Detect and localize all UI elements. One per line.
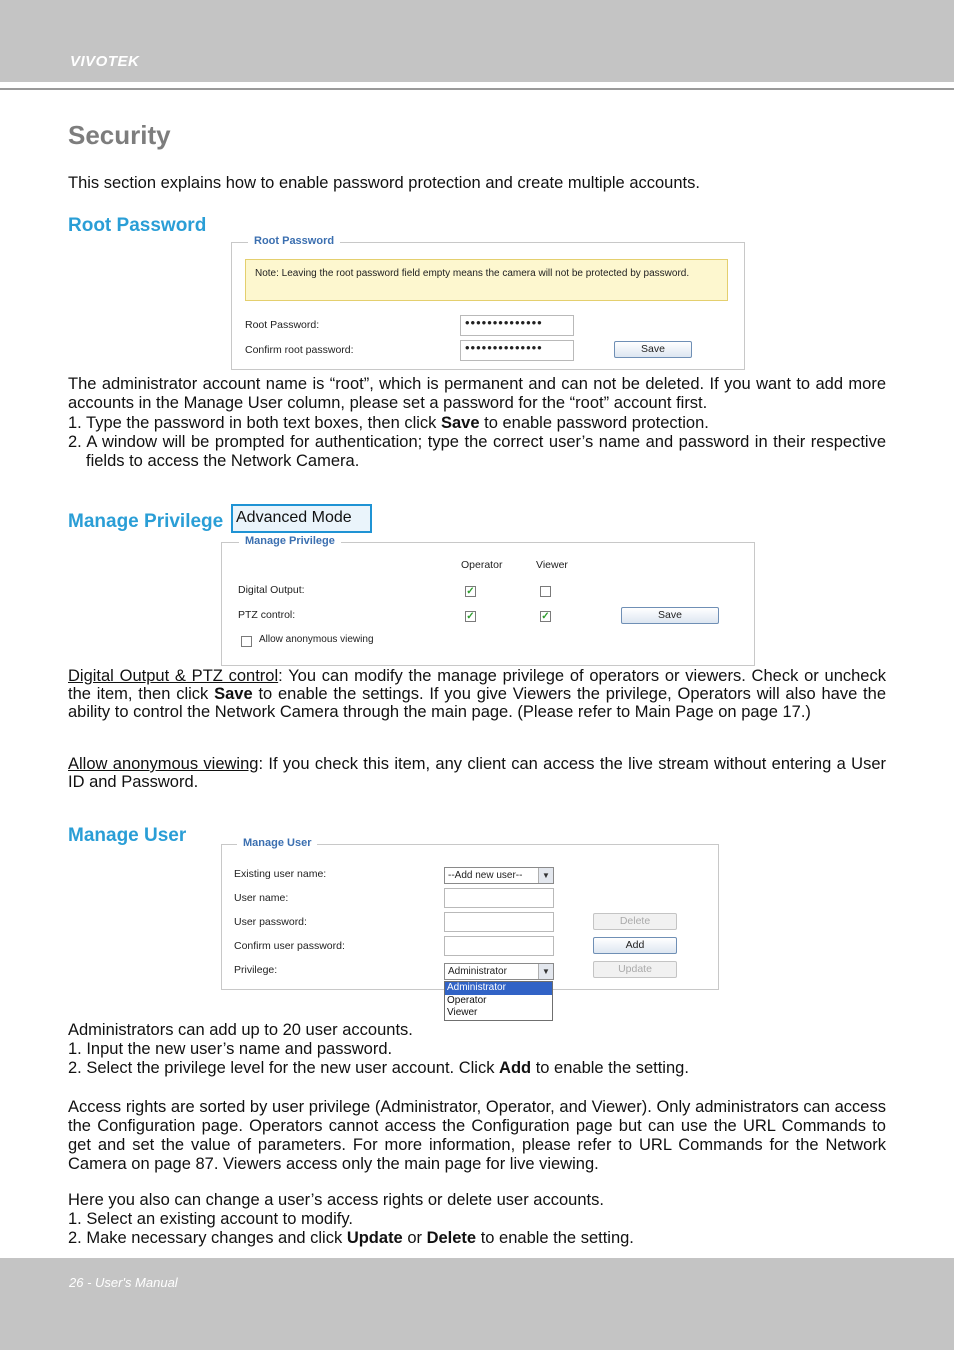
mod-step2-delete: Delete bbox=[426, 1229, 477, 1247]
confirm-root-password-label: Confirm root password: bbox=[245, 344, 354, 356]
digital-ptz-term: Digital Output & PTZ control bbox=[68, 667, 279, 685]
root-password-save-button[interactable]: Save bbox=[614, 341, 692, 358]
privilege-label: Privilege: bbox=[234, 964, 278, 976]
advanced-mode-label: Advanced Mode bbox=[236, 509, 352, 526]
modify-step-2 bbox=[68, 1229, 886, 1248]
digital-output-viewer-checkbox[interactable] bbox=[540, 586, 551, 597]
confirm-user-password-input[interactable] bbox=[444, 936, 554, 956]
root-step-1-text: 1. Type the password in both text boxes, then click bbox=[68, 414, 441, 432]
manage-privilege-heading: Manage Privilege bbox=[68, 511, 224, 532]
anonymous-viewing-checkbox[interactable] bbox=[241, 636, 252, 647]
root-step-1-end: to enable password protection. bbox=[479, 414, 709, 432]
root-password-heading: Root Password bbox=[68, 215, 207, 236]
brand-logo: VIVOTEK bbox=[70, 53, 140, 70]
manage-user-intro: Administrators can add up to 20 user accounts. bbox=[68, 1021, 413, 1039]
manage-privilege-legend: Manage Privilege bbox=[239, 535, 341, 547]
mod-step2-e: to enable the setting. bbox=[476, 1229, 634, 1247]
mod-step2-update: Update bbox=[346, 1229, 403, 1247]
root-password-legend: Root Password bbox=[248, 235, 340, 247]
root-password-note: Note: Leaving the root password field empty means the camera will not be protected by password. bbox=[245, 259, 728, 301]
mu-step2-add: Add bbox=[499, 1059, 532, 1077]
user-name-label: User name: bbox=[234, 892, 289, 904]
manage-user-panel bbox=[221, 837, 719, 990]
user-name-input[interactable] bbox=[444, 888, 554, 908]
manage-user-legend: Manage User bbox=[237, 837, 317, 849]
modify-user-intro: Here you also can change a user’s access rights or delete user accounts. bbox=[68, 1191, 604, 1209]
mod-step2-a: 2. Make necessary changes and click bbox=[68, 1229, 347, 1247]
existing-user-value: --Add new user-- bbox=[448, 870, 523, 881]
manage-user-steps bbox=[68, 1021, 886, 1078]
root-password-input[interactable]: •••••••••••••• bbox=[460, 315, 574, 336]
page-title: Security bbox=[68, 120, 171, 150]
user-password-input[interactable] bbox=[444, 912, 554, 932]
privilege-description bbox=[68, 667, 886, 721]
delete-user-button[interactable]: Delete bbox=[593, 913, 677, 930]
chevron-down-icon: ▼ bbox=[538, 964, 553, 979]
root-password-description: The administrator account name is “root”, which is permanent and can not be deleted. If you want to add more accounts in the Manage User column, please set a password for the “root” account first. bbox=[68, 375, 886, 412]
operator-column-header: Operator bbox=[461, 559, 503, 571]
privilege-desc-save: Save bbox=[214, 685, 253, 703]
ptz-viewer-checkbox[interactable]: ✓ bbox=[541, 611, 550, 622]
existing-user-label: Existing user name: bbox=[234, 868, 327, 880]
add-user-button[interactable]: Add bbox=[593, 937, 677, 954]
page-header bbox=[0, 0, 954, 82]
anonymous-viewing-label: Allow anonymous viewing bbox=[259, 634, 374, 645]
digital-output-operator-checkbox[interactable]: ✓ bbox=[466, 586, 475, 597]
privilege-option[interactable]: Administrator bbox=[445, 982, 552, 995]
intro-text: This section explains how to enable password protection and create multiple accounts. bbox=[68, 174, 700, 192]
anonymous-term: Allow anonymous viewing bbox=[68, 755, 259, 773]
privilege-desc-c: to enable the settings. If you give Viewers the privilege, Operators will also have the ability to control the Network Camera through the main page. (Please refer to Main Page on page 17.) bbox=[68, 685, 886, 721]
ptz-control-label: PTZ control: bbox=[238, 609, 296, 621]
mu-step2-c: to enable the setting. bbox=[531, 1059, 689, 1077]
privilege-select[interactable] bbox=[444, 963, 554, 980]
confirm-root-password-input[interactable]: •••••••••••••• bbox=[460, 340, 574, 361]
mod-step2-c: or bbox=[402, 1229, 427, 1247]
advanced-mode-badge[interactable] bbox=[231, 504, 372, 533]
privilege-desc-a: : You can modify the manage privilege of operators or viewers. Check or uncheck the item, then click bbox=[68, 667, 886, 703]
anonymous-description bbox=[68, 755, 886, 791]
privilege-option[interactable]: Operator bbox=[447, 994, 487, 1006]
manage-user-heading: Manage User bbox=[68, 825, 187, 846]
mu-step2-a: 2. Select the privilege level for the new user account. Click bbox=[68, 1059, 500, 1077]
viewer-column-header: Viewer bbox=[536, 559, 568, 571]
manage-user-step-2 bbox=[68, 1059, 886, 1078]
anonymous-desc-rest: : If you check this item, any client can access the live stream without entering a User ID and Password. bbox=[68, 755, 886, 791]
root-step-1-save: Save bbox=[441, 414, 480, 432]
user-password-label: User password: bbox=[234, 916, 307, 928]
existing-user-select[interactable] bbox=[444, 867, 554, 884]
privilege-value: Administrator bbox=[448, 966, 507, 977]
privilege-option[interactable]: Viewer bbox=[447, 1007, 478, 1019]
manage-user-step-1: 1. Input the new user’s name and password. bbox=[68, 1040, 393, 1058]
privilege-dropdown-list bbox=[444, 981, 553, 1021]
manage-privilege-panel bbox=[221, 535, 755, 666]
header-divider bbox=[0, 88, 954, 90]
digital-output-label: Digital Output: bbox=[238, 584, 305, 596]
privilege-save-button[interactable]: Save bbox=[621, 607, 719, 624]
chevron-down-icon: ▼ bbox=[538, 868, 553, 883]
modify-user-steps bbox=[68, 1191, 886, 1248]
access-rights-description: Access rights are sorted by user privilege (Administrator, Operator, and Viewer). Only administrators can access the Configuration page. Operators cannot access the Configuration page but can use the URL Commands to get and set the value of parameters. For more information, please refer to URL Commands for the Network Camera on page 87. Viewers access only the main page for live viewing. bbox=[68, 1098, 886, 1173]
confirm-user-password-label: Confirm user password: bbox=[234, 940, 345, 952]
root-password-label: Root Password: bbox=[245, 319, 320, 331]
root-step-2: 2. A window will be prompted for authentication; type the correct user’s name and password in their respective fields to access the Network Camera. bbox=[68, 433, 886, 470]
update-user-button[interactable]: Update bbox=[593, 961, 677, 978]
modify-step-1: 1. Select an existing account to modify. bbox=[68, 1210, 353, 1228]
page-footer bbox=[0, 1258, 954, 1350]
root-password-panel bbox=[231, 235, 745, 370]
ptz-operator-checkbox[interactable]: ✓ bbox=[466, 611, 475, 622]
root-password-steps bbox=[68, 414, 886, 471]
root-step-1 bbox=[68, 414, 886, 433]
footer-page-number: 26 - User's Manual bbox=[69, 1275, 178, 1290]
